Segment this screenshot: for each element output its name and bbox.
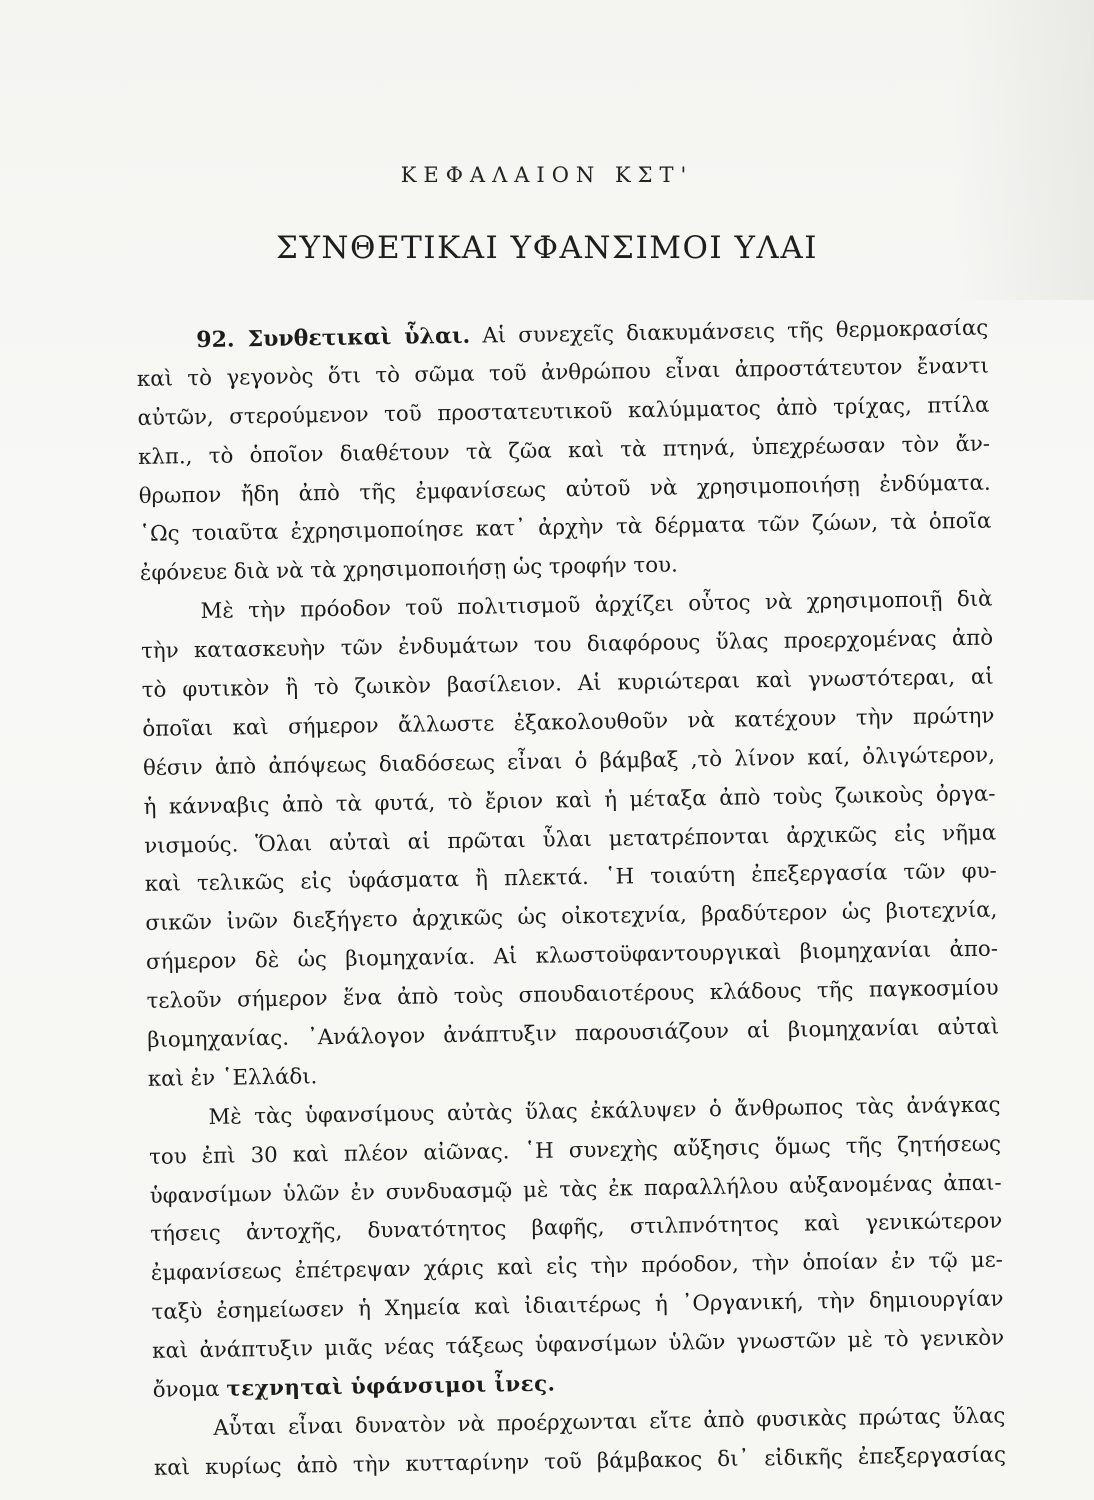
text-line: θέσιν ἀπὸ ἀπόψεως διαδόσεως εἶναι ὁ βάμβαξ ,τὸ λίνον καί, ὀλιγώτερον,	[142, 742, 996, 781]
text-line: Μὲ τὴν πρόοδον τοῦ πολιτισμοῦ ἀρχίζει οὗτος νὰ χρησιμοποιῇ διὰ	[200, 586, 993, 625]
text-line: ῾Ως τοιαῦτα ἐχρησιμοποίησε κατ᾽ ἀρχὴν τὰ δέρματα τῶν ζώων, τὰ ὁποῖα	[139, 509, 992, 548]
chapter-title: ΣΥΝΘΕΤΙΚΑΙ ΥΦΑΝΣΙΜΟΙ ΥΛΑΙ	[276, 230, 818, 266]
text-line: ὑφανσίμων ὑλῶν ἐν συνδυασμῷ μὲ τὰς ἐκ παραλλήλου αὐξανομένας ἀπαι-	[149, 1170, 1002, 1209]
text-line: θρωπον ἤδη ἀπὸ τῆς ἐμφανίσεως αὐτοῦ νὰ χρησιμοποιήσῃ ἐνδύματα.	[138, 470, 991, 509]
text-line: νισμούς. Ὅλαι αὐταὶ αἱ πρῶται ὗλαι μετατρέπονται ἀρχικῶς εἰς νῆμα	[144, 820, 997, 859]
text-line: καὶ κυρίως ἀπὸ τὴν κυτταρίνην τοῦ βάμβακος δι᾽ εἰδικῆς ἐπεξεργασίας	[153, 1442, 1007, 1481]
chapter-label: ΚΕΦΑΛΑΙΟΝ ΚΣΤ'	[400, 163, 694, 187]
text-line: ὁποῖαι καὶ σήμερον ἄλλωστε ἐξακολουθοῦν νὰ κατέχουν τὴν πρώτην	[142, 703, 995, 742]
section-first-line-text: Αἱ συνεχεῖς διακυμάνσεις τῆς θερμοκρασίας	[482, 315, 989, 349]
emphasis-term: τεχνηταὶ ὑφάνσιμοι ἶνες.	[226, 1371, 556, 1402]
section-heading: 92. Συνθετικαὶ ὗλαι.	[196, 322, 471, 354]
body-text	[136, 309, 1006, 1489]
text-line: σικῶν ἰνῶν διεξήγετο ἀρχικῶς ὡς οἰκοτεχνία, βραδύτερον ὡς βιοτεχνία,	[145, 897, 998, 937]
text-line: ταξὺ ἐσημείωσεν ἡ Χημεία καὶ ἰδιαιτέρως ἡ ᾿Οργανική, τὴν δημιουργίαν	[151, 1286, 1004, 1326]
text-line: καὶ ἐν ῾Ελλάδι.	[147, 1064, 318, 1092]
text-line: καὶ τὸ γεγονὸς ὅτι τὸ σῶμα τοῦ ἀνθρώπου εἶναι ἀπροστάτευτον ἔναντι	[136, 353, 989, 392]
text-line: τήσεις ἀντοχῆς, δυνατότητος βαφῆς, στιλπνότητος καὶ γενικώτερον	[150, 1208, 1003, 1248]
text-line: κλπ., τὸ ὁποῖον διαθέτουν τὰ ζῶα καὶ τὰ πτηνά, ὑπεχρέωσαν τὸν ἄν-	[137, 431, 991, 470]
text-line: ἐμφανίσεως ἐπέτρεψαν χάρις καὶ εἰς τὴν πρόοδον, τὴν ὁποίαν ἐν τῷ με-	[150, 1247, 1004, 1287]
text-line: αὐτῶν, στερούμενον τοῦ προστατευτικοῦ καλύμματος ἀπὸ τρίχας, πτίλα	[137, 392, 990, 431]
text-line: ἐφόνευε διὰ νὰ τὰ χρησιμοποιήσῃ ὡς τροφήν του.	[139, 552, 678, 587]
text-line: ἡ κάνναβις ἀπὸ τὰ φυτά, τὸ ἔριον καὶ ἡ μέταξα ἀπὸ τοὺς ζωικοὺς ὀργα-	[143, 781, 996, 820]
text-line: τελοῦν σήμερον ἕνα ἀπὸ τοὺς σπουδαιοτέρους κλάδους τῆς παγκοσμίου	[146, 975, 999, 1015]
text-line: τὸ φυτικὸν ἢ τὸ ζωικὸν βασίλειον. Αἱ κυριώτεραι καὶ γνωστότεραι, αἱ	[141, 664, 994, 703]
text-line: βιομηχανίας. ᾿Ανάλογον ἀνάπτυξιν παρουσιάζουν αἱ βιομηχανίαι αὐταὶ	[147, 1014, 1000, 1053]
text-line: Μὲ τὰς ὑφανσίμους αὐτὰς ὕλας ἐκάλυψεν ὁ ἄνθρωπος τὰς ἀνάγκας	[208, 1092, 1001, 1130]
text-line: Αὗται εἶναι δυνατὸν νὰ προέρχωνται εἴτε ἀπὸ φυσικὰς πρώτας ὕλας	[213, 1403, 1006, 1441]
text-line: σήμερον δὲ ὡς βιομηχανία. Αἱ κλωστοϋφαντουργικαὶ βιομηχανίαι ἀπο-	[145, 936, 999, 976]
text-line: του ἐπὶ 30 καὶ πλέον αἰῶνας. ῾Η συνεχὴς αὔξησις ὅμως τῆς ζητήσεως	[148, 1131, 1002, 1170]
text-line: καὶ τελικῶς εἰς ὑφάσματα ἢ πλεκτά. ῾Η τοιαύτη ἐπεξεργασία τῶν φυ-	[144, 859, 997, 898]
emphasis-prefix: ὄνομα	[152, 1376, 220, 1403]
text-line: καὶ ἀνάπτυξιν μιᾶς νέας τάξεως ὑφανσίμων ὑλῶν γνωστῶν μὲ τὸ γενικὸν	[151, 1325, 1005, 1365]
text-line: τὴν κατασκευὴν τῶν ἐνδυμάτων του διαφόρους ὕλας προερχομένας ἀπὸ	[140, 625, 994, 665]
